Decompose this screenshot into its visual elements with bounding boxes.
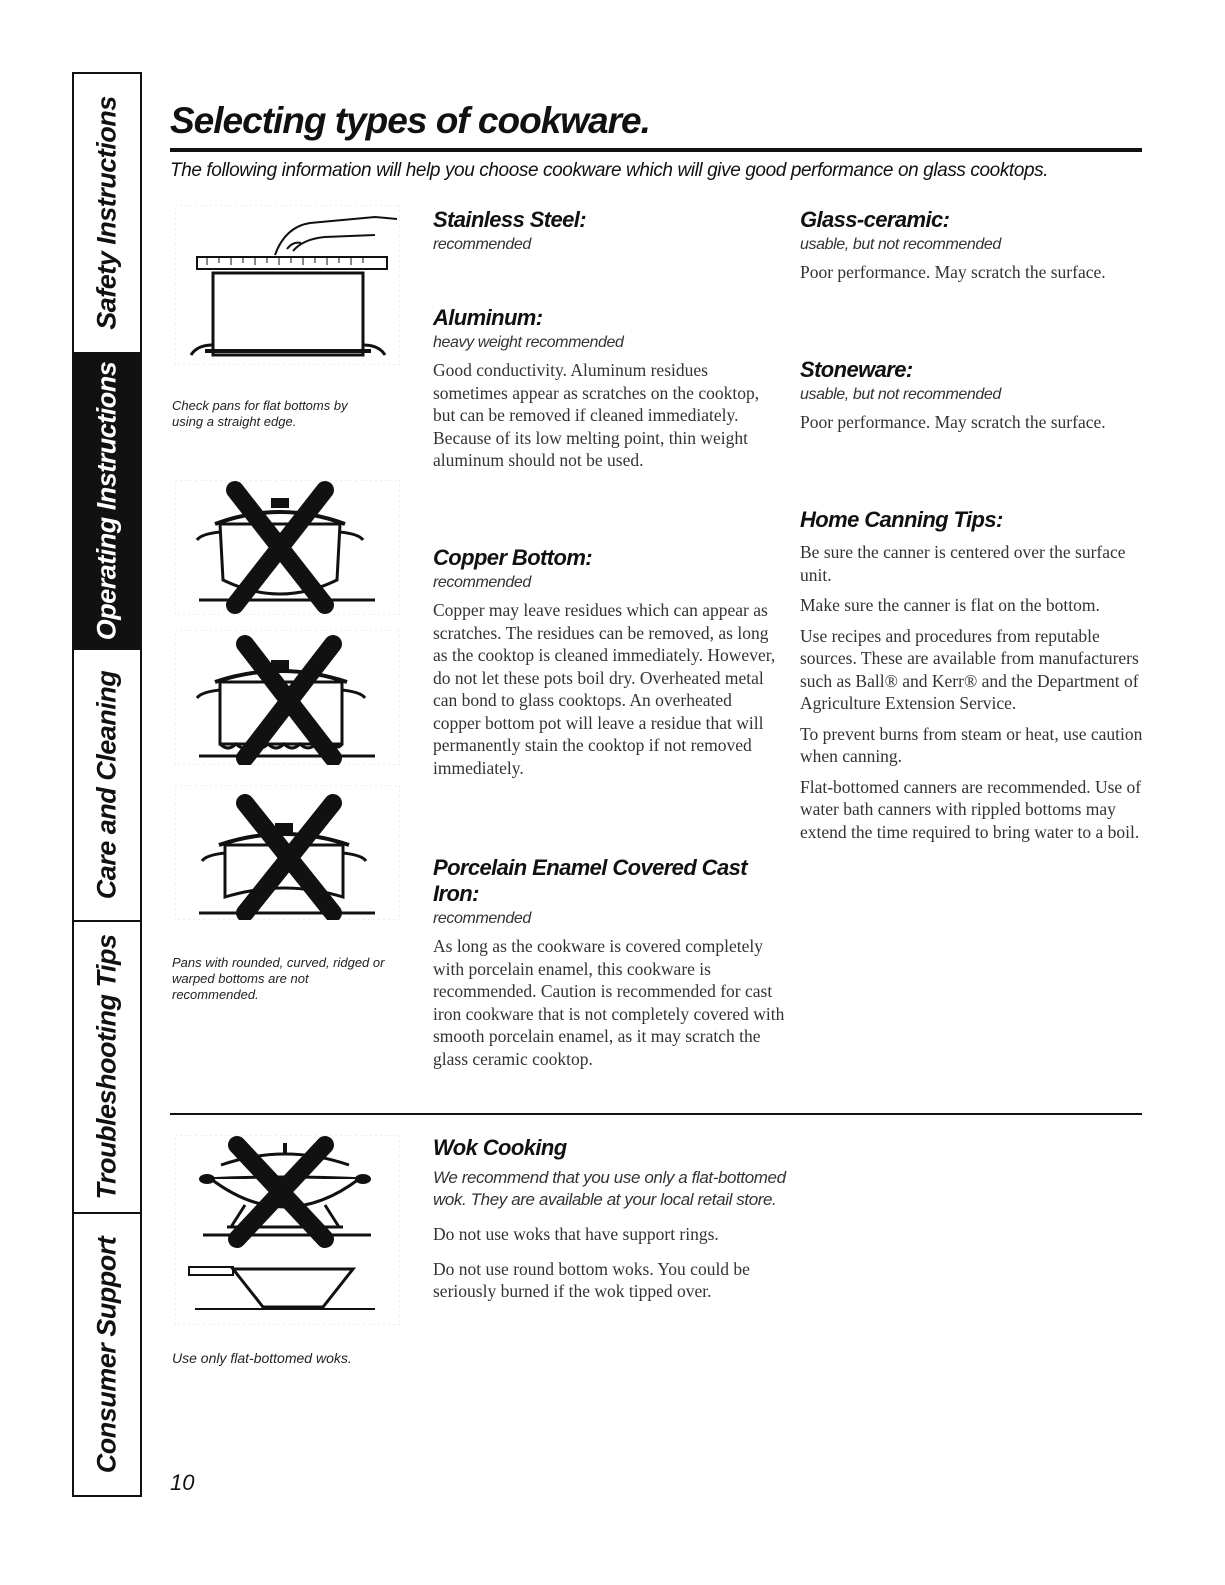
wok-recommendation: We recommend that you use only a flat-bottomed wok. They are available at your local retail store. (433, 1168, 786, 1209)
canning-tip: Use recipes and procedures from reputable sources. These are available from manufacturers such as Ball® and Kerr® and the Department of Agriculture Extension Service. (800, 625, 1139, 713)
tab-label: Safety Instructions (91, 96, 122, 330)
page-number: 10 (170, 1470, 195, 1495)
straight-edge-pan-illustration (175, 205, 400, 365)
wok-section-divider (170, 1113, 1142, 1115)
title-divider (170, 148, 1142, 152)
tab-label: Operating Instructions (91, 361, 122, 641)
tab-label: Troubleshooting Tips (91, 934, 122, 1200)
section-rating: recommended (433, 236, 531, 253)
section-stainless-steel (433, 207, 778, 261)
section-heading: Glass-ceramic: (800, 207, 950, 232)
section-body: As long as the cookware is covered completely with porcelain enamel, this cookware is recommended. Caution is recommended for cast iron cookware that is not completely covered with smooth porcelain enamel, as it may scratch the glass ceramic cooktop. (433, 936, 785, 1069)
section-heading: Wok Cooking (433, 1135, 567, 1160)
wok-tip: Do not use round bottom woks. You could be seriously burned if the wok tipped over. (433, 1258, 750, 1301)
section-heading: Home Canning Tips: (800, 507, 1003, 532)
canning-tip: To prevent burns from steam or heat, use caution when canning. (800, 723, 1143, 766)
warped-bottom-pan-illustration (175, 785, 400, 920)
section-heading: Copper Bottom: (433, 545, 593, 570)
wok-caption: Use only flat-bottomed woks. (172, 1350, 352, 1366)
wok-illustration (175, 1135, 400, 1325)
section-porcelain-enamel (433, 855, 788, 1070)
section-body: Good conductivity. Aluminum residues sometimes appear as scratches on the cooktop, but can be removed if cleaned immediately. Because of its low melting point, thin weight aluminum should not be used. (433, 360, 760, 470)
section-stoneware (800, 357, 1135, 434)
section-tab-bar (72, 72, 144, 1497)
straight-edge-caption: Check pans for flat bottoms by using a straight edge. (172, 398, 348, 429)
section-body: Poor performance. May scratch the surface. (800, 412, 1106, 432)
canning-tip: Flat-bottomed canners are recommended. Use of water bath canners with rippled bottoms may extend the time required to bring water to a boil. (800, 776, 1142, 842)
wok-tip: Do not use woks that have support rings. (433, 1224, 719, 1244)
section-rating: usable, but not recommended (800, 236, 1001, 253)
tab-safety-instructions[interactable] (72, 72, 142, 352)
section-rating: heavy weight recommended (433, 334, 624, 351)
tab-label: Care and Cleaning (91, 670, 122, 900)
section-heading: Stainless Steel: (433, 207, 587, 232)
canning-tip: Be sure the canner is centered over the surface unit. (800, 542, 1126, 585)
tab-label: Consumer Support (91, 1236, 122, 1473)
section-rating: recommended (433, 574, 531, 591)
tab-troubleshooting-tips[interactable] (72, 920, 142, 1212)
tab-consumer-support[interactable] (72, 1212, 142, 1497)
section-rating: recommended (433, 910, 531, 927)
section-heading: Porcelain Enamel Covered Cast Iron: (433, 855, 747, 906)
section-copper-bottom (433, 545, 778, 779)
section-home-canning-tips (800, 507, 1145, 851)
section-body: Poor performance. May scratch the surface. (800, 262, 1106, 282)
section-wok-cooking (433, 1135, 793, 1311)
page-title: Selecting types of cookware. (170, 100, 650, 141)
rounded-bottom-pan-illustration (175, 480, 400, 615)
ridged-bottom-pan-illustration (175, 630, 400, 765)
section-aluminum (433, 305, 778, 472)
section-rating: usable, but not recommended (800, 386, 1001, 403)
section-heading: Aluminum: (433, 305, 543, 330)
section-body: Copper may leave residues which can appear as scratches. The residues can be removed, as long as the cooktop is cleaned immediately. However, do not let these pots boil dry. Overheated metal can bond to glass cooktops. An overheated copper bottom pot will leave a residue that will permanently stain the cooktop if not removed immediately. (433, 600, 776, 778)
section-heading: Stoneware: (800, 357, 913, 382)
bad-pans-caption: Pans with rounded, curved, ridged or warped bottoms are not recommended. (172, 955, 385, 1002)
tab-operating-instructions[interactable] (72, 352, 142, 648)
tab-care-and-cleaning[interactable] (72, 648, 142, 920)
intro-text: The following information will help you choose cookware which will give good performance on glass cooktops. (170, 160, 1049, 181)
canning-tip: Make sure the canner is flat on the bottom. (800, 595, 1100, 615)
section-glass-ceramic (800, 207, 1135, 284)
